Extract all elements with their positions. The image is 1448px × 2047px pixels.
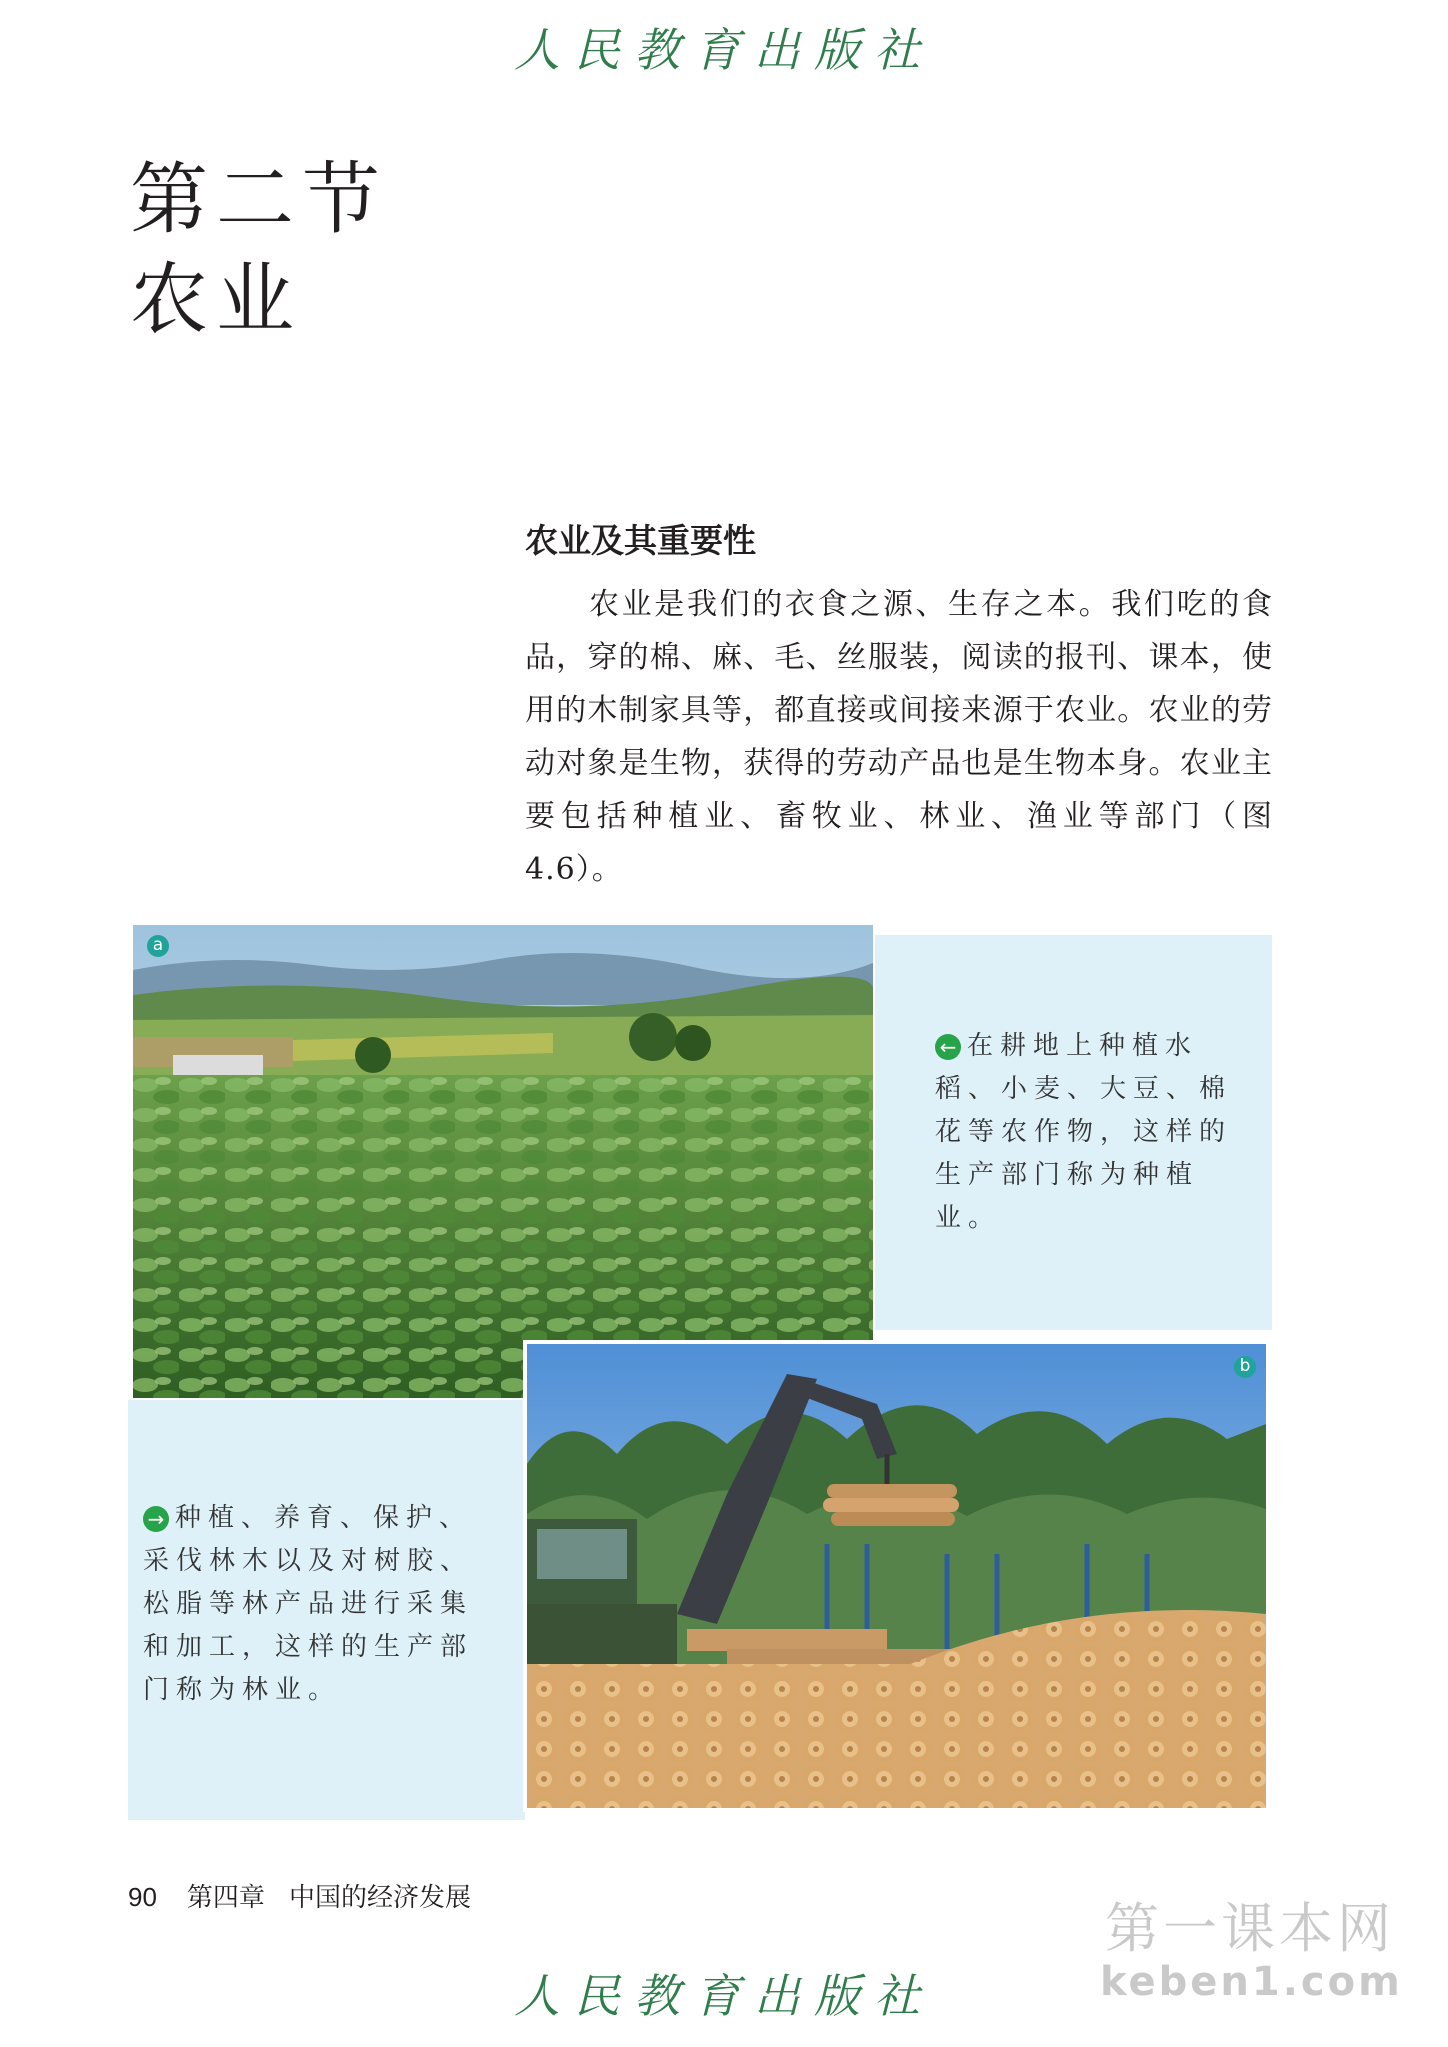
figure-badge-b: b (1234, 1356, 1256, 1378)
watermark-url: keben1.com (1100, 1959, 1403, 2005)
caption-a (935, 1025, 1260, 1240)
section-title: 农业 (130, 255, 303, 345)
page-footer (128, 1877, 471, 1914)
caption-b (143, 1497, 473, 1712)
arrow-right-icon: → (143, 1506, 169, 1532)
arrow-left-icon: ← (935, 1034, 961, 1060)
subheading: 农业及其重要性 (525, 521, 756, 560)
figure-badge-a: a (147, 935, 169, 957)
caption-b-text: 种植、养育、保护、采伐林木以及对树胶、松脂等林产品进行采集和加工，这样的生产部门称为林业。 (143, 1503, 474, 1705)
body-paragraph: 农业是我们的衣食之源、生存之本。我们吃的食品，穿的棉、麻、毛、丝服装，阅读的报刊、课本，使用的木制家具等，都直接或间接来源于农业。农业的劳动对象是生物，获得的劳动产品也是生物本身。农业主要包括种植业、畜牧业、林业、渔业等部门（图4.6）。 (525, 587, 1273, 887)
photo-cropland (133, 925, 873, 1398)
section-heading (130, 150, 388, 350)
chapter-label: 第四章 (186, 1883, 265, 1913)
caption-a-text: 在耕地上种植水稻、小麦、大豆、棉花等农作物，这样的生产部门称为种植业。 (935, 1031, 1233, 1233)
forestry-illustration (527, 1344, 1266, 1808)
chapter-title: 中国的经济发展 (288, 1883, 471, 1913)
publisher-logo-bottom: 人民教育出版社 (514, 1969, 934, 2023)
page-number: 90 (128, 1882, 157, 1912)
photo-forestry (523, 1340, 1270, 1812)
section-number: 第二节 (130, 155, 389, 245)
watermark-name: 第一课本网 (1105, 1897, 1395, 1960)
publisher-logo-top: 人民教育出版社 (514, 23, 934, 77)
cropland-illustration (133, 925, 873, 1398)
